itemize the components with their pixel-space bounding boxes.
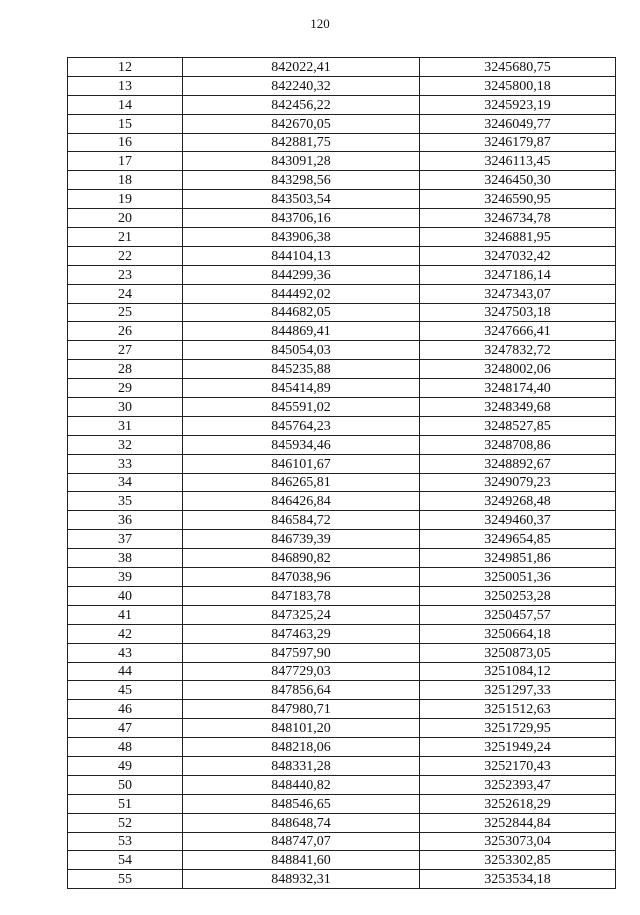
point-number-cell: 51 bbox=[68, 794, 183, 813]
y-coordinate-cell: 3248174,40 bbox=[420, 379, 616, 398]
table-row bbox=[68, 719, 616, 738]
y-coordinate-cell: 3253073,04 bbox=[420, 832, 616, 851]
x-coordinate-cell: 844299,36 bbox=[183, 265, 420, 284]
point-number-cell: 52 bbox=[68, 813, 183, 832]
page-number: 120 bbox=[310, 16, 330, 31]
x-coordinate-cell: 847038,96 bbox=[183, 568, 420, 587]
table-row bbox=[68, 662, 616, 681]
x-coordinate-cell: 845591,02 bbox=[183, 398, 420, 417]
table-row bbox=[68, 190, 616, 209]
y-coordinate-cell: 3246179,87 bbox=[420, 133, 616, 152]
y-coordinate-cell: 3246049,77 bbox=[420, 114, 616, 133]
y-coordinate-cell: 3252844,84 bbox=[420, 813, 616, 832]
x-coordinate-cell: 846739,39 bbox=[183, 530, 420, 549]
y-coordinate-cell: 3250051,36 bbox=[420, 568, 616, 587]
point-number-cell: 42 bbox=[68, 624, 183, 643]
point-number-cell: 39 bbox=[68, 568, 183, 587]
x-coordinate-cell: 848440,82 bbox=[183, 775, 420, 794]
y-coordinate-cell: 3247666,41 bbox=[420, 322, 616, 341]
table-row bbox=[68, 303, 616, 322]
table-row bbox=[68, 58, 616, 77]
x-coordinate-cell: 842022,41 bbox=[183, 58, 420, 77]
point-number-cell: 25 bbox=[68, 303, 183, 322]
x-coordinate-cell: 847980,71 bbox=[183, 700, 420, 719]
point-number-cell: 44 bbox=[68, 662, 183, 681]
point-number-cell: 29 bbox=[68, 379, 183, 398]
x-coordinate-cell: 846265,81 bbox=[183, 473, 420, 492]
y-coordinate-cell: 3246113,45 bbox=[420, 152, 616, 171]
y-coordinate-cell: 3247032,42 bbox=[420, 246, 616, 265]
point-number-cell: 47 bbox=[68, 719, 183, 738]
x-coordinate-cell: 847856,64 bbox=[183, 681, 420, 700]
table-row bbox=[68, 473, 616, 492]
point-number-cell: 16 bbox=[68, 133, 183, 152]
x-coordinate-cell: 847325,24 bbox=[183, 605, 420, 624]
point-number-cell: 37 bbox=[68, 530, 183, 549]
point-number-cell: 41 bbox=[68, 605, 183, 624]
y-coordinate-cell: 3250873,05 bbox=[420, 643, 616, 662]
point-number-cell: 28 bbox=[68, 360, 183, 379]
point-number-cell: 34 bbox=[68, 473, 183, 492]
table-row bbox=[68, 549, 616, 568]
y-coordinate-cell: 3248708,86 bbox=[420, 435, 616, 454]
point-number-cell: 35 bbox=[68, 492, 183, 511]
x-coordinate-cell: 843091,28 bbox=[183, 152, 420, 171]
y-coordinate-cell: 3251949,24 bbox=[420, 738, 616, 757]
x-coordinate-cell: 845414,89 bbox=[183, 379, 420, 398]
point-number-cell: 43 bbox=[68, 643, 183, 662]
table-row bbox=[68, 360, 616, 379]
x-coordinate-cell: 848932,31 bbox=[183, 870, 420, 889]
y-coordinate-cell: 3253534,18 bbox=[420, 870, 616, 889]
y-coordinate-cell: 3250253,28 bbox=[420, 586, 616, 605]
table-row bbox=[68, 738, 616, 757]
point-number-cell: 33 bbox=[68, 454, 183, 473]
x-coordinate-cell: 848101,20 bbox=[183, 719, 420, 738]
point-number-cell: 19 bbox=[68, 190, 183, 209]
y-coordinate-cell: 3251729,95 bbox=[420, 719, 616, 738]
y-coordinate-cell: 3248349,68 bbox=[420, 398, 616, 417]
table-row bbox=[68, 114, 616, 133]
table-row bbox=[68, 756, 616, 775]
x-coordinate-cell: 843706,16 bbox=[183, 209, 420, 228]
point-number-cell: 55 bbox=[68, 870, 183, 889]
table-row bbox=[68, 775, 616, 794]
coordinates-table bbox=[67, 57, 616, 889]
x-coordinate-cell: 847183,78 bbox=[183, 586, 420, 605]
x-coordinate-cell: 844682,05 bbox=[183, 303, 420, 322]
point-number-cell: 49 bbox=[68, 756, 183, 775]
point-number-cell: 12 bbox=[68, 58, 183, 77]
y-coordinate-cell: 3245680,75 bbox=[420, 58, 616, 77]
table-row bbox=[68, 832, 616, 851]
table-row bbox=[68, 643, 616, 662]
point-number-cell: 53 bbox=[68, 832, 183, 851]
x-coordinate-cell: 844492,02 bbox=[183, 284, 420, 303]
point-number-cell: 13 bbox=[68, 76, 183, 95]
point-number-cell: 54 bbox=[68, 851, 183, 870]
y-coordinate-cell: 3248527,85 bbox=[420, 416, 616, 435]
y-coordinate-cell: 3249460,37 bbox=[420, 511, 616, 530]
point-number-cell: 21 bbox=[68, 228, 183, 247]
table-row bbox=[68, 530, 616, 549]
point-number-cell: 23 bbox=[68, 265, 183, 284]
table-row bbox=[68, 586, 616, 605]
table-row bbox=[68, 700, 616, 719]
x-coordinate-cell: 844104,13 bbox=[183, 246, 420, 265]
table-row bbox=[68, 435, 616, 454]
y-coordinate-cell: 3248002,06 bbox=[420, 360, 616, 379]
x-coordinate-cell: 845934,46 bbox=[183, 435, 420, 454]
x-coordinate-cell: 848841,60 bbox=[183, 851, 420, 870]
point-number-cell: 45 bbox=[68, 681, 183, 700]
table-row bbox=[68, 511, 616, 530]
y-coordinate-cell: 3250457,57 bbox=[420, 605, 616, 624]
point-number-cell: 36 bbox=[68, 511, 183, 530]
y-coordinate-cell: 3249268,48 bbox=[420, 492, 616, 511]
table-row bbox=[68, 794, 616, 813]
point-number-cell: 30 bbox=[68, 398, 183, 417]
table-row bbox=[68, 76, 616, 95]
x-coordinate-cell: 846890,82 bbox=[183, 549, 420, 568]
x-coordinate-cell: 844869,41 bbox=[183, 322, 420, 341]
table-row bbox=[68, 284, 616, 303]
y-coordinate-cell: 3251084,12 bbox=[420, 662, 616, 681]
point-number-cell: 14 bbox=[68, 95, 183, 114]
x-coordinate-cell: 842456,22 bbox=[183, 95, 420, 114]
table-row bbox=[68, 568, 616, 587]
point-number-cell: 40 bbox=[68, 586, 183, 605]
x-coordinate-cell: 843298,56 bbox=[183, 171, 420, 190]
table-row bbox=[68, 171, 616, 190]
x-coordinate-cell: 843503,54 bbox=[183, 190, 420, 209]
coordinates-table-body bbox=[68, 58, 616, 889]
table-row bbox=[68, 605, 616, 624]
y-coordinate-cell: 3246590,95 bbox=[420, 190, 616, 209]
point-number-cell: 31 bbox=[68, 416, 183, 435]
x-coordinate-cell: 843906,38 bbox=[183, 228, 420, 247]
point-number-cell: 48 bbox=[68, 738, 183, 757]
point-number-cell: 15 bbox=[68, 114, 183, 133]
y-coordinate-cell: 3246734,78 bbox=[420, 209, 616, 228]
point-number-cell: 17 bbox=[68, 152, 183, 171]
table-row bbox=[68, 265, 616, 284]
point-number-cell: 46 bbox=[68, 700, 183, 719]
table-row bbox=[68, 398, 616, 417]
y-coordinate-cell: 3247832,72 bbox=[420, 341, 616, 360]
y-coordinate-cell: 3250664,18 bbox=[420, 624, 616, 643]
x-coordinate-cell: 845764,23 bbox=[183, 416, 420, 435]
y-coordinate-cell: 3253302,85 bbox=[420, 851, 616, 870]
x-coordinate-cell: 848747,07 bbox=[183, 832, 420, 851]
x-coordinate-cell: 846426,84 bbox=[183, 492, 420, 511]
table-row bbox=[68, 454, 616, 473]
y-coordinate-cell: 3251297,33 bbox=[420, 681, 616, 700]
table-row bbox=[68, 851, 616, 870]
point-number-cell: 18 bbox=[68, 171, 183, 190]
table-row bbox=[68, 95, 616, 114]
x-coordinate-cell: 846584,72 bbox=[183, 511, 420, 530]
table-row bbox=[68, 133, 616, 152]
y-coordinate-cell: 3245800,18 bbox=[420, 76, 616, 95]
y-coordinate-cell: 3249079,23 bbox=[420, 473, 616, 492]
y-coordinate-cell: 3246881,95 bbox=[420, 228, 616, 247]
table-row bbox=[68, 152, 616, 171]
x-coordinate-cell: 842240,32 bbox=[183, 76, 420, 95]
x-coordinate-cell: 847597,90 bbox=[183, 643, 420, 662]
point-number-cell: 38 bbox=[68, 549, 183, 568]
y-coordinate-cell: 3248892,67 bbox=[420, 454, 616, 473]
y-coordinate-cell: 3247186,14 bbox=[420, 265, 616, 284]
y-coordinate-cell: 3252170,43 bbox=[420, 756, 616, 775]
x-coordinate-cell: 848331,28 bbox=[183, 756, 420, 775]
table-row bbox=[68, 246, 616, 265]
y-coordinate-cell: 3252618,29 bbox=[420, 794, 616, 813]
x-coordinate-cell: 846101,67 bbox=[183, 454, 420, 473]
table-row bbox=[68, 681, 616, 700]
x-coordinate-cell: 848546,65 bbox=[183, 794, 420, 813]
y-coordinate-cell: 3246450,30 bbox=[420, 171, 616, 190]
point-number-cell: 27 bbox=[68, 341, 183, 360]
point-number-cell: 22 bbox=[68, 246, 183, 265]
x-coordinate-cell: 848218,06 bbox=[183, 738, 420, 757]
x-coordinate-cell: 842881,75 bbox=[183, 133, 420, 152]
point-number-cell: 32 bbox=[68, 435, 183, 454]
x-coordinate-cell: 848648,74 bbox=[183, 813, 420, 832]
point-number-cell: 26 bbox=[68, 322, 183, 341]
table-row bbox=[68, 624, 616, 643]
table-row bbox=[68, 322, 616, 341]
point-number-cell: 24 bbox=[68, 284, 183, 303]
table-row bbox=[68, 228, 616, 247]
y-coordinate-cell: 3247343,07 bbox=[420, 284, 616, 303]
point-number-cell: 50 bbox=[68, 775, 183, 794]
table-row bbox=[68, 416, 616, 435]
y-coordinate-cell: 3251512,63 bbox=[420, 700, 616, 719]
y-coordinate-cell: 3249851,86 bbox=[420, 549, 616, 568]
x-coordinate-cell: 845235,88 bbox=[183, 360, 420, 379]
table-row bbox=[68, 492, 616, 511]
table-row bbox=[68, 209, 616, 228]
x-coordinate-cell: 845054,03 bbox=[183, 341, 420, 360]
y-coordinate-cell: 3252393,47 bbox=[420, 775, 616, 794]
x-coordinate-cell: 847729,03 bbox=[183, 662, 420, 681]
table-row bbox=[68, 813, 616, 832]
y-coordinate-cell: 3247503,18 bbox=[420, 303, 616, 322]
table-row bbox=[68, 870, 616, 889]
table-row bbox=[68, 341, 616, 360]
table-row bbox=[68, 379, 616, 398]
y-coordinate-cell: 3249654,85 bbox=[420, 530, 616, 549]
x-coordinate-cell: 842670,05 bbox=[183, 114, 420, 133]
point-number-cell: 20 bbox=[68, 209, 183, 228]
x-coordinate-cell: 847463,29 bbox=[183, 624, 420, 643]
y-coordinate-cell: 3245923,19 bbox=[420, 95, 616, 114]
